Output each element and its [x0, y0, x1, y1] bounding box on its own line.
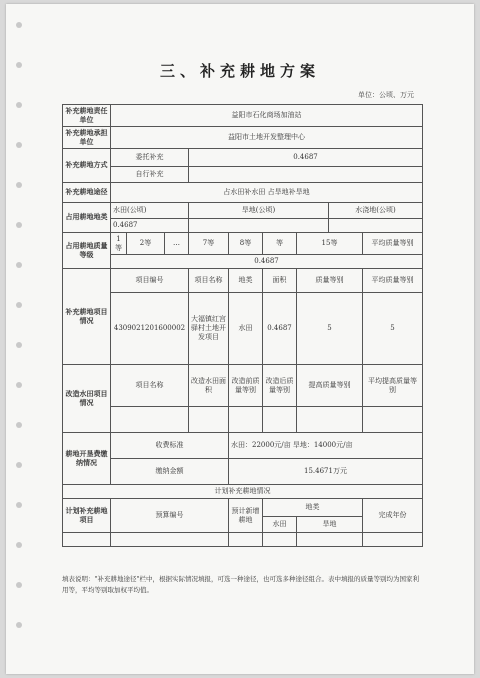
plan-class-label: 地类 [263, 499, 363, 517]
grade-blank: 等 [263, 233, 297, 255]
grade-15: 15等 [297, 233, 363, 255]
plan-code-label: 预算编号 [111, 499, 229, 533]
paddy-reform-label: 改造水田项目情况 [63, 365, 111, 433]
grade-ellipsis-1: … [165, 233, 189, 255]
dry-value [189, 219, 329, 233]
fill-instructions: 填表说明："补充耕地途径"栏中，根据实际情况填报，可选一种途径，也可选多种途径组合。表中填报的质量等别均为国家利用等，平均等别取加权平均值。 [62, 575, 419, 595]
document-page [6, 4, 474, 674]
supplement-plan-table [62, 104, 423, 547]
reform-empty-4 [263, 407, 297, 433]
approach-label: 补充耕地途径 [63, 183, 111, 203]
grade-1: 1等 [111, 233, 127, 255]
fee-amount-label: 缴纳金额 [111, 459, 229, 485]
plan-paddy: 水田 [263, 517, 297, 533]
project-type: 水田 [229, 293, 263, 365]
project-header-type: 地类 [229, 269, 263, 293]
reform-header-avg-raise: 平均提高质量等别 [363, 365, 423, 407]
project-label: 补充耕地项目情况 [63, 269, 111, 365]
project-area: 0.4687 [263, 293, 297, 365]
reform-empty-5 [297, 407, 363, 433]
paddy-label: 水田(公顷) [111, 203, 189, 219]
plan-dry: 旱地 [297, 517, 363, 533]
project-name: 大福镇红宫驿村土地开发项目 [189, 293, 229, 365]
plan-header: 计划补充耕地情况 [63, 485, 423, 499]
fee-standard-label: 收费标准 [111, 433, 229, 459]
page-title: 三、补充耕地方案 [159, 62, 320, 80]
reform-empty-6 [363, 407, 423, 433]
method-self: 自行补充 [111, 167, 189, 183]
grade-7: 7等 [189, 233, 229, 255]
plan-empty-3 [229, 533, 263, 547]
fee-standard-value: 水田：22000元/亩 旱地：14000元/亩 [229, 433, 423, 459]
plan-empty-2 [111, 533, 229, 547]
method-self-value [189, 167, 423, 183]
plan-empty-6 [363, 533, 423, 547]
project-header-name: 项目名称 [189, 269, 229, 293]
irrigated-value [329, 219, 423, 233]
plan-empty-5 [297, 533, 363, 547]
project-code: 4309021201600002 [111, 293, 189, 365]
reform-empty-1 [111, 407, 189, 433]
plan-empty-1 [63, 533, 111, 547]
reform-header-name: 项目名称 [111, 365, 189, 407]
method-entrusted-value: 0.4687 [189, 149, 423, 167]
responsible-unit-value: 益阳市石化商场加油站 [111, 105, 423, 127]
responsible-unit-label: 补充耕地责任单位 [63, 105, 111, 127]
paddy-value: 0.4687 [111, 219, 189, 233]
dry-label: 旱地(公顷) [189, 203, 329, 219]
reform-empty-2 [189, 407, 229, 433]
irrigated-label: 水浇地(公顷) [329, 203, 423, 219]
avg-grade-label: 平均质量等别 [363, 233, 423, 255]
binding-holes [16, 22, 24, 662]
grade-label: 占用耕地质量等级 [63, 233, 111, 269]
plan-label: 计划补充耕地项目 [63, 499, 111, 533]
project-avg: 5 [363, 293, 423, 365]
method-entrusted: 委托补充 [111, 149, 189, 167]
reform-header-raise: 提高质量等别 [297, 365, 363, 407]
fee-amount-value: 15.4671万元 [229, 459, 423, 485]
reform-header-area: 改造水田面积 [189, 365, 229, 407]
undertaking-unit-value: 益阳市土地开发整理中心 [111, 127, 423, 149]
plan-new-label: 预计新增耕地 [229, 499, 263, 533]
occupied-type-label: 占用耕地地类 [63, 203, 111, 233]
reform-header-before: 改造前质量等别 [229, 365, 263, 407]
approach-value: 占水田补水田 占旱地补旱地 [111, 183, 423, 203]
project-header-area: 面积 [263, 269, 297, 293]
grade-2: 2等 [127, 233, 165, 255]
project-header-avg: 平均质量等别 [363, 269, 423, 293]
grade-8: 8等 [229, 233, 263, 255]
project-header-code: 项目编号 [111, 269, 189, 293]
unit-note: 单位：公顷、万元 [358, 91, 414, 99]
fee-label: 耕地开垦费缴纳情况 [63, 433, 111, 485]
reform-empty-3 [229, 407, 263, 433]
method-label: 补充耕地方式 [63, 149, 111, 183]
reform-header-after: 改造后质量等别 [263, 365, 297, 407]
project-quality: 5 [297, 293, 363, 365]
plan-empty-4 [263, 533, 297, 547]
grade-value: 0.4687 [111, 255, 423, 269]
project-header-quality: 质量等别 [297, 269, 363, 293]
plan-year-label: 完成年份 [363, 499, 423, 533]
undertaking-unit-label: 补充耕地承担单位 [63, 127, 111, 149]
